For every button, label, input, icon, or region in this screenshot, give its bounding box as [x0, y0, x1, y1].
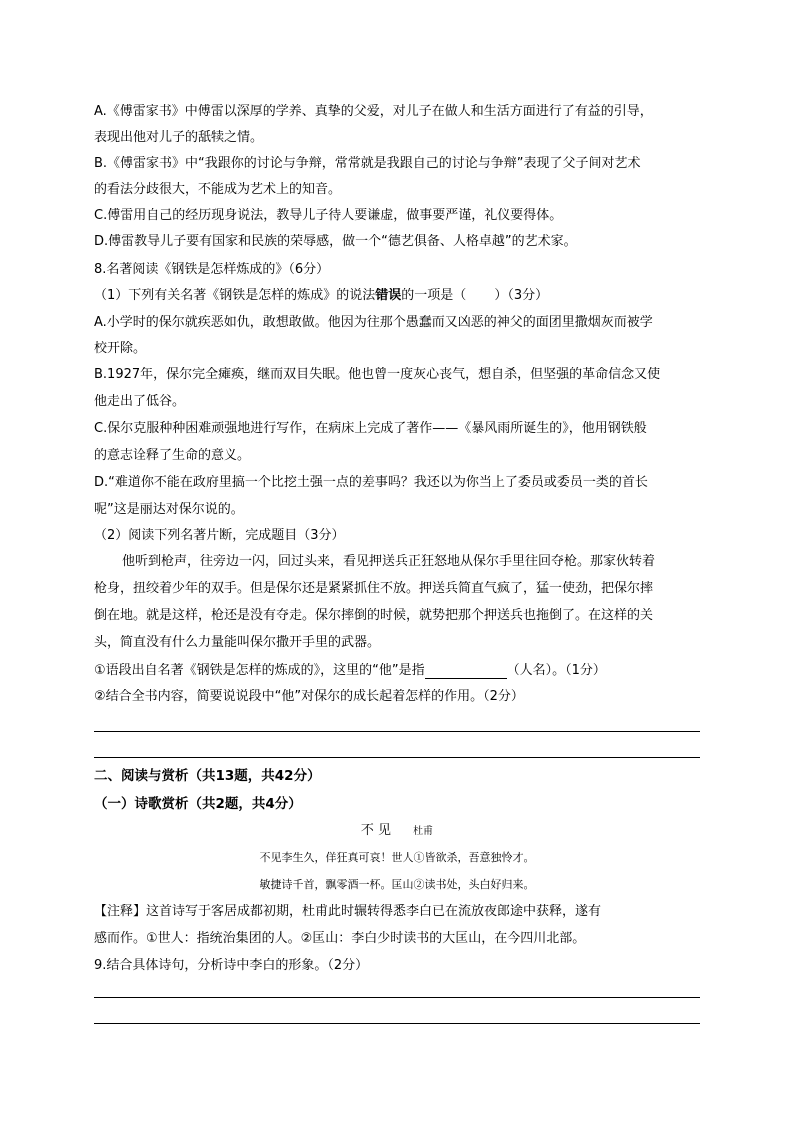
poem-line1: 不见李生久，佯狂真可哀！世人①皆欲杀，吾意独怜才。 — [259, 851, 535, 864]
q7-option-b-line1: B.《傅雷家书》中“我跟你的讨论与争辩，常常就是我跟自己的讨论与争辩”表现了父子间对艺术 — [94, 156, 641, 171]
q7-option-a-line2: 表现出他对儿子的舐犊之情。 — [94, 130, 264, 145]
poem-author: 杜甫 — [413, 826, 434, 837]
q8-sub1-pre: （1）下列有关名著《钢铁是怎样的炼成》的说法 — [94, 288, 376, 303]
name-answer-blank[interactable] — [425, 666, 507, 679]
q9-prompt: 9.结合具体诗句，分析诗中李白的形象。（2分） — [94, 958, 369, 973]
q8-option-d-line1: D.“难道你不能在政府里搞一个比挖土强一点的差事吗？我还以为你当上了委员或委员一类的首长 — [94, 475, 648, 490]
q8-option-d-line2: 呢”这是丽达对保尔说的。 — [94, 502, 244, 517]
q8-sub1-emphasis: 错误 — [375, 288, 402, 303]
section2-title: 二、阅读与赏析（共13题，共42分） — [94, 768, 321, 784]
part1-title: （一）诗歌赏析（共2题，共4分） — [94, 796, 302, 812]
passage-line1: 他听到枪声，往旁边一闪，回过头来，看见押送兵正狂怒地从保尔手里往回夺枪。那家伙转着 — [122, 554, 656, 569]
q8-2-question2: ②结合全书内容，简要说说段中“他”对保尔的成长起着怎样的作用。（2分） — [94, 689, 524, 704]
q7-option-a-line1: A.《傅雷家书》中傅雷以深厚的学养、真挚的父爱，对儿子在做人和生活方面进行了有益的引导， — [94, 104, 653, 119]
q8-sub1-prompt — [94, 288, 700, 304]
note-line1: 【注释】这首诗写于客居成都初期，杜甫此时辗转得悉李白已在流放夜郎途中获释，遂有 — [94, 904, 602, 919]
answer-line[interactable] — [94, 731, 700, 732]
note-line2: 感而作。①世人：指统治集团的人。②匡山：李白少时读书的大匡山，在今四川北部。 — [94, 931, 586, 946]
passage-line4: 头，简直没有什么力量能叫保尔撒开手里的武器。 — [94, 635, 381, 650]
q7-option-c: C.傅雷用自己的经历现身说法，教导儿子待人要谦虚，做事要严谨，礼仪要得体。 — [94, 208, 563, 223]
poem-title: 不 见 — [360, 823, 392, 838]
q8-2-question1 — [94, 663, 700, 679]
answer-line[interactable] — [94, 757, 700, 758]
q8-sub1-end: ）（3分） — [494, 288, 549, 303]
q8-sub1-post: 的一项是（ — [401, 288, 467, 303]
q8-option-a-line1: A.小学时的保尔就疾恶如仇，敢想敢做。他因为往那个愚蠢而又凶恶的神父的面团里撒烟灰而被学 — [94, 315, 653, 330]
q8-option-b-line1: B.1927年，保尔完全瘫痪，继而双目失眠。他也曾一度灰心丧气，想自杀，但坚强的革命信念又使 — [94, 367, 661, 382]
q8-option-a-line2: 校开除。 — [94, 341, 147, 356]
answer-line[interactable] — [94, 997, 700, 998]
q8-2-q1-post: （人名）。（1分） — [506, 663, 606, 678]
passage-line3: 倒在地。就是这样，枪还是没有夺走。保尔摔倒的时候，就势把那个押送兵也拖倒了。在这样的关 — [94, 608, 654, 623]
answer-line[interactable] — [94, 1023, 700, 1024]
q8-option-c-line2: 的意志诠释了生命的意义。 — [94, 448, 251, 463]
poem-line2: 敏捷诗千首，飘零酒一杯。匡山②读书处，头白好归来。 — [259, 878, 535, 891]
poem-heading — [94, 823, 700, 840]
passage-line2: 枪身，扭绞着少年的双手。但是保尔还是紧紧抓住不放。押送兵简直气疯了，猛一使劲，把保尔摔 — [94, 581, 654, 596]
q8-title: 8.名著阅读《钢铁是怎样炼成的》（6分） — [94, 262, 330, 277]
q8-2-q1-pre: ①语段出自名著《钢铁是怎样的炼成的》，这里的“他”是指 — [94, 663, 425, 678]
q8-sub2-prompt: （2）阅读下列名著片断，完成题目（3分） — [94, 528, 345, 543]
q7-option-d: D.傅雷教导儿子要有国家和民族的荣辱感，做一个“德艺俱备、人格卓越”的艺术家。 — [94, 234, 577, 249]
q8-option-c-line1: C.保尔克服种种困难顽强地进行写作，在病床上完成了著作——《暴风雨所诞生的》，他用钢铁般 — [94, 421, 647, 436]
q7-option-b-line2: 的看法分歧很大，不能成为艺术上的知音。 — [94, 182, 342, 197]
q8-option-b-line2: 他走出了低谷。 — [94, 394, 186, 409]
